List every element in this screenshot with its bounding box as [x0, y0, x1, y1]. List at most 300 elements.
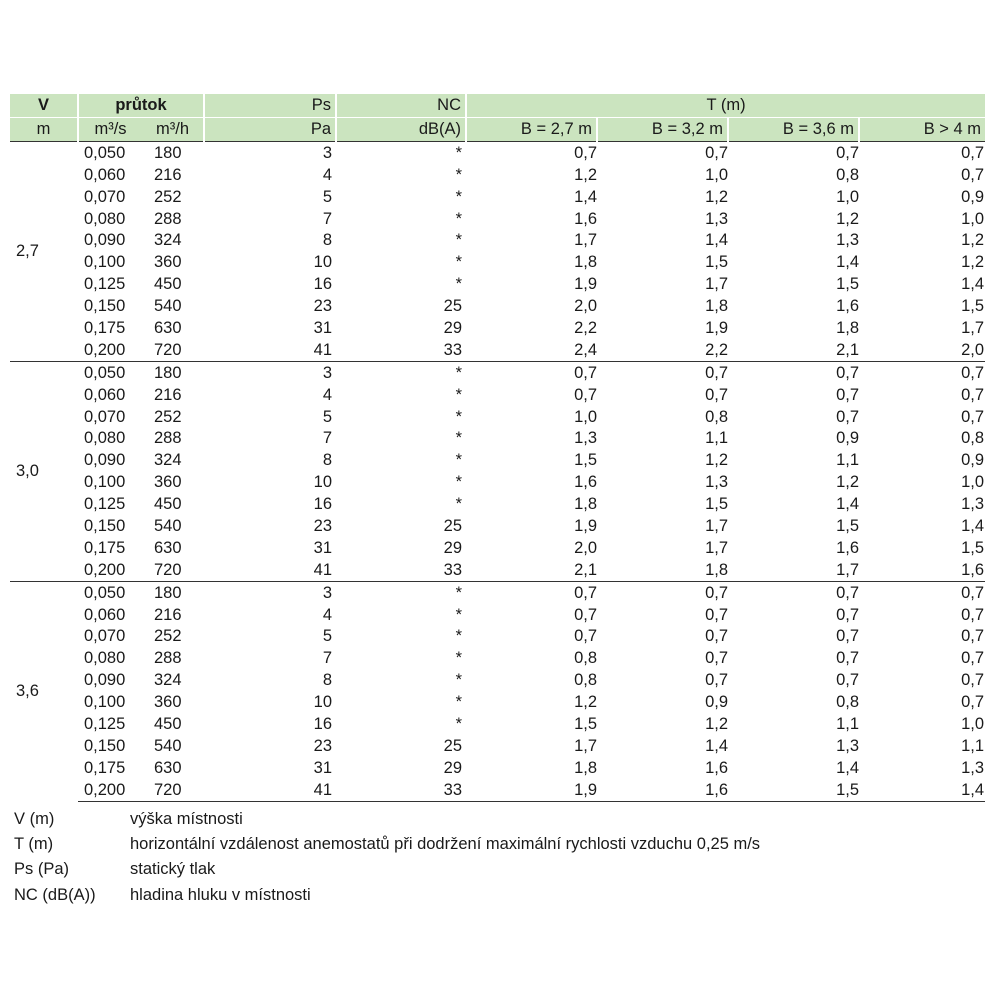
cell-ps: 4 — [322, 165, 332, 184]
legend-term: V (m) — [14, 809, 55, 828]
cell-m3s: 0,200 — [84, 560, 126, 579]
cell-m3s: 0,125 — [84, 495, 126, 514]
cell-t-b4: 1,3 — [961, 495, 985, 514]
cell-ps: 10 — [313, 253, 332, 272]
cell-m3s: 0,090 — [84, 231, 126, 250]
cell-t-b4: 1,5 — [961, 297, 985, 316]
table-row — [10, 251, 985, 273]
table-row — [10, 295, 985, 317]
cell-t-b27: 1,5 — [574, 715, 597, 734]
legend-term: Ps (Pa) — [14, 860, 70, 879]
legend-term: NC (dB(A)) — [14, 885, 96, 904]
cell-ps: 31 — [313, 758, 332, 777]
legend-item — [14, 806, 964, 831]
cell-ps: 3 — [204, 581, 336, 603]
cell-t-b27: 0,8 — [574, 671, 597, 690]
cell-m3s: 0,200 — [84, 340, 126, 359]
cell-t-b36: 0,7 — [728, 581, 859, 603]
cell-t-b32: 0,9 — [705, 693, 728, 712]
cell-t-b36: 0,7 — [836, 385, 859, 404]
cell-t-b4: 1,2 — [961, 231, 985, 250]
cell-t-b4: 1,1 — [961, 736, 985, 755]
cell-t-b36: 1,7 — [836, 560, 859, 579]
cell-t-b32: 1,7 — [705, 275, 728, 294]
cell-m3h: 324 — [154, 671, 182, 690]
cell-m3h: 252 — [154, 627, 182, 646]
cell-m3h: 450 — [154, 715, 182, 734]
cell-nc: * — [455, 385, 462, 404]
cell-m3h: 630 — [154, 319, 182, 338]
table-row — [10, 493, 985, 515]
cell-t-b36: 2,1 — [836, 340, 859, 359]
legend-body — [14, 806, 964, 907]
cell-nc: 33 — [443, 560, 462, 579]
cell-t-b4: 0,9 — [961, 187, 985, 206]
cell-t-b32: 1,4 — [705, 231, 728, 250]
cell-nc: * — [455, 715, 462, 734]
cell-t-b32: 0,7 — [705, 627, 728, 646]
cell-t-b32: 1,0 — [705, 165, 728, 184]
cell-t-b32: 0,8 — [705, 407, 728, 426]
cell-m3s: 0,175 — [84, 319, 126, 338]
cell-t-b32: 1,4 — [705, 736, 728, 755]
cell-ps: 5 — [322, 187, 332, 206]
cell-m3h: 288 — [154, 209, 182, 228]
table-row — [10, 317, 985, 339]
cell-m3h: 720 — [142, 779, 204, 801]
table-row — [10, 471, 985, 493]
cell-t-b32: 2,2 — [705, 340, 728, 359]
cell-t-b32: 1,5 — [705, 253, 728, 272]
table-row — [10, 428, 985, 450]
header-t: T (m) — [466, 94, 985, 118]
cell-m3s: 0,100 — [84, 253, 126, 272]
cell-nc: 25 — [443, 517, 462, 536]
cell-t-b36: 1,3 — [836, 231, 859, 250]
table-row — [10, 164, 985, 186]
cell-nc: * — [455, 693, 462, 712]
table-row — [10, 273, 985, 295]
cell-nc: * — [455, 605, 462, 624]
cell-t-b27: 2,0 — [574, 297, 597, 316]
table-row — [10, 581, 985, 603]
cell-m3s: 0,050 — [78, 581, 142, 603]
table-row — [10, 691, 985, 713]
cell-nc: * — [336, 361, 466, 383]
cell-t-b36: 1,0 — [836, 187, 859, 206]
cell-t-b27: 0,8 — [574, 649, 597, 668]
cell-nc: * — [455, 187, 462, 206]
cell-t-b32: 1,6 — [705, 758, 728, 777]
table-row — [10, 604, 985, 626]
cell-t-b27: 1,2 — [574, 165, 597, 184]
cell-t-b27: 1,6 — [574, 209, 597, 228]
cell-ps: 4 — [322, 385, 332, 404]
cell-t-b36: 0,8 — [836, 165, 859, 184]
cell-t-b27: 1,9 — [574, 275, 597, 294]
cell-t-b27: 0,7 — [466, 361, 597, 383]
cell-m3s: 0,100 — [84, 693, 126, 712]
cell-m3s: 0,125 — [84, 715, 126, 734]
cell-nc: * — [455, 209, 462, 228]
cell-t-b27: 1,8 — [574, 758, 597, 777]
cell-nc: * — [455, 451, 462, 470]
cell-nc: 29 — [443, 319, 462, 338]
cell-nc: * — [455, 473, 462, 492]
cell-m3s: 0,200 — [78, 779, 142, 801]
table-row — [10, 647, 985, 669]
cell-t-b32: 1,1 — [705, 429, 728, 448]
cell-ps: 5 — [322, 407, 332, 426]
cell-m3h: 180 — [142, 142, 204, 164]
cell-ps: 8 — [322, 671, 332, 690]
cell-m3h: 252 — [154, 407, 182, 426]
cell-m3h: 216 — [154, 165, 182, 184]
cell-t-b36: 1,1 — [836, 715, 859, 734]
cell-t-b32: 0,7 — [597, 142, 728, 164]
cell-t-b4: 0,7 — [961, 649, 985, 668]
cell-t-b32: 1,8 — [705, 560, 728, 579]
cell-t-b32: 0,7 — [705, 671, 728, 690]
cell-m3h: 216 — [154, 385, 182, 404]
cell-t-b4: 0,9 — [961, 451, 985, 470]
cell-nc: * — [336, 142, 466, 164]
cell-m3s: 0,125 — [84, 275, 126, 294]
cell-t-b36: 0,7 — [836, 649, 859, 668]
cell-nc: * — [455, 627, 462, 646]
cell-t-b32: 1,2 — [705, 451, 728, 470]
table-header — [10, 94, 985, 142]
cell-ps: 7 — [322, 649, 332, 668]
cell-m3h: 540 — [154, 517, 182, 536]
cell-t-b4: 0,7 — [859, 142, 985, 164]
cell-ps: 8 — [322, 231, 332, 250]
cell-t-b32: 1,2 — [705, 187, 728, 206]
cell-t-b27: 2,4 — [574, 340, 597, 359]
cell-m3h: 216 — [154, 605, 182, 624]
cell-ps: 41 — [313, 340, 332, 359]
cell-t-b4: 1,6 — [961, 560, 985, 579]
cell-nc: 29 — [443, 538, 462, 557]
header-row-units — [10, 118, 985, 142]
cell-t-b36: 1,4 — [836, 758, 859, 777]
cell-t-b32: 1,9 — [705, 319, 728, 338]
cell-t-b36: 0,7 — [728, 142, 859, 164]
table-row — [10, 339, 985, 361]
cell-t-b4: 1,0 — [961, 473, 985, 492]
header-unit-m3s: m³/s — [78, 118, 142, 142]
cell-m3h: 288 — [154, 649, 182, 668]
table-row — [10, 142, 985, 164]
cell-ps: 23 — [313, 736, 332, 755]
table-row — [10, 626, 985, 648]
cell-nc: 29 — [443, 758, 462, 777]
cell-nc: * — [336, 581, 466, 603]
cell-t-b4: 1,4 — [859, 779, 985, 801]
cell-nc: * — [455, 165, 462, 184]
cell-t-b4: 1,2 — [961, 253, 985, 272]
cell-t-b27: 1,9 — [574, 517, 597, 536]
cell-ps: 4 — [322, 605, 332, 624]
performance-table — [10, 94, 985, 802]
table-row — [10, 186, 985, 208]
cell-t-b36: 1,1 — [836, 451, 859, 470]
table-row — [10, 515, 985, 537]
cell-t-b4: 1,7 — [961, 319, 985, 338]
cell-m3s: 0,060 — [84, 605, 126, 624]
cell-ps: 23 — [313, 517, 332, 536]
cell-m3s: 0,050 — [78, 361, 142, 383]
cell-t-b27: 1,3 — [574, 429, 597, 448]
legend-item — [14, 882, 964, 907]
cell-t-b32: 1,7 — [705, 538, 728, 557]
cell-t-b27: 1,5 — [574, 451, 597, 470]
cell-ps: 8 — [322, 451, 332, 470]
cell-m3s: 0,090 — [84, 451, 126, 470]
cell-ps: 3 — [204, 361, 336, 383]
legend-term: T (m) — [14, 834, 54, 853]
cell-m3h: 252 — [154, 187, 182, 206]
cell-m3s: 0,150 — [84, 736, 126, 755]
cell-t-b27: 1,7 — [574, 231, 597, 250]
cell-nc: 33 — [443, 340, 462, 359]
cell-t-b36: 0,7 — [836, 605, 859, 624]
cell-m3s: 0,080 — [84, 209, 126, 228]
cell-nc: * — [455, 649, 462, 668]
cell-room-height: 3,6 — [10, 581, 78, 801]
table-body — [10, 142, 985, 802]
cell-t-b4: 0,7 — [961, 671, 985, 690]
cell-ps: 7 — [322, 429, 332, 448]
cell-ps: 31 — [313, 319, 332, 338]
cell-ps: 23 — [313, 297, 332, 316]
cell-t-b27: 0,7 — [466, 142, 597, 164]
header-v: V — [10, 94, 78, 118]
cell-t-b32: 1,7 — [705, 517, 728, 536]
header-ps: Ps — [204, 94, 336, 118]
cell-t-b27: 1,8 — [574, 253, 597, 272]
header-b1: B = 2,7 m — [466, 118, 597, 142]
cell-t-b32: 0,7 — [705, 649, 728, 668]
cell-nc: 25 — [443, 736, 462, 755]
cell-t-b32: 0,7 — [597, 361, 728, 383]
legend-item — [14, 831, 964, 856]
cell-m3h: 324 — [154, 231, 182, 250]
cell-ps: 31 — [313, 538, 332, 557]
header-unit-m3h: m³/h — [142, 118, 204, 142]
cell-m3s: 0,150 — [84, 517, 126, 536]
cell-t-b32: 0,7 — [597, 581, 728, 603]
cell-t-b36: 1,4 — [836, 495, 859, 514]
table-row — [10, 669, 985, 691]
cell-t-b4: 1,4 — [961, 275, 985, 294]
table-row — [10, 361, 985, 383]
cell-m3s: 0,100 — [84, 473, 126, 492]
cell-m3s: 0,050 — [78, 142, 142, 164]
header-b4: B > 4 m — [859, 118, 985, 142]
cell-room-height: 2,7 — [10, 142, 78, 362]
table-row — [10, 208, 985, 230]
cell-t-b27: 2,2 — [574, 319, 597, 338]
cell-ps: 10 — [313, 693, 332, 712]
cell-t-b32: 1,3 — [705, 209, 728, 228]
table-row — [10, 230, 985, 252]
cell-m3s: 0,090 — [84, 671, 126, 690]
cell-t-b36: 0,9 — [836, 429, 859, 448]
cell-m3h: 540 — [154, 736, 182, 755]
cell-t-b4: 1,0 — [961, 715, 985, 734]
legend-description: výška místnosti — [130, 809, 243, 828]
cell-t-b4: 1,4 — [961, 517, 985, 536]
cell-m3h: 450 — [154, 275, 182, 294]
cell-t-b4: 0,7 — [859, 361, 985, 383]
cell-t-b36: 1,2 — [836, 473, 859, 492]
cell-t-b27: 1,9 — [466, 779, 597, 801]
cell-nc: * — [455, 253, 462, 272]
cell-t-b4: 0,8 — [961, 429, 985, 448]
cell-t-b36: 0,8 — [836, 693, 859, 712]
cell-t-b4: 2,0 — [961, 340, 985, 359]
cell-t-b27: 1,7 — [574, 736, 597, 755]
cell-t-b36: 0,7 — [836, 627, 859, 646]
cell-nc: * — [455, 231, 462, 250]
table-row — [10, 384, 985, 406]
legend-description: horizontální vzdálenost anemostatů při dodržení maximální rychlosti vzduchu 0,25 m/s — [130, 834, 761, 853]
cell-t-b32: 0,7 — [705, 385, 728, 404]
cell-t-b36: 1,8 — [836, 319, 859, 338]
cell-m3s: 0,060 — [84, 165, 126, 184]
cell-t-b36: 0,7 — [728, 361, 859, 383]
legend-description: hladina hluku v místnosti — [130, 885, 311, 904]
header-unit-nc: dB(A) — [336, 118, 466, 142]
cell-t-b27: 1,0 — [574, 407, 597, 426]
cell-m3s: 0,080 — [84, 649, 126, 668]
cell-m3s: 0,070 — [84, 627, 126, 646]
cell-m3h: 180 — [142, 581, 204, 603]
cell-m3s: 0,175 — [84, 538, 126, 557]
cell-ps: 16 — [313, 275, 332, 294]
cell-t-b27: 2,0 — [574, 538, 597, 557]
cell-m3h: 180 — [142, 361, 204, 383]
cell-m3s: 0,175 — [84, 758, 126, 777]
cell-t-b36: 1,3 — [836, 736, 859, 755]
cell-ps: 41 — [313, 560, 332, 579]
cell-t-b27: 0,7 — [466, 581, 597, 603]
cell-m3s: 0,080 — [84, 429, 126, 448]
table-row — [10, 406, 985, 428]
cell-t-b4: 1,0 — [961, 209, 985, 228]
cell-t-b36: 1,5 — [728, 779, 859, 801]
legend — [14, 806, 964, 907]
cell-m3h: 720 — [154, 560, 182, 579]
cell-m3s: 0,060 — [84, 385, 126, 404]
cell-t-b27: 1,8 — [574, 495, 597, 514]
table-row — [10, 779, 985, 801]
cell-m3h: 360 — [154, 253, 182, 272]
cell-m3s: 0,070 — [84, 187, 126, 206]
cell-ps: 10 — [313, 473, 332, 492]
cell-t-b32: 1,5 — [705, 495, 728, 514]
cell-ps: 7 — [322, 209, 332, 228]
cell-t-b27: 1,6 — [574, 473, 597, 492]
cell-t-b32: 1,3 — [705, 473, 728, 492]
cell-m3h: 360 — [154, 693, 182, 712]
cell-t-b27: 0,7 — [574, 605, 597, 624]
table-row — [10, 537, 985, 559]
cell-m3h: 450 — [154, 495, 182, 514]
cell-nc: * — [455, 407, 462, 426]
cell-ps: 41 — [204, 779, 336, 801]
cell-t-b36: 1,2 — [836, 209, 859, 228]
cell-t-b32: 1,8 — [705, 297, 728, 316]
cell-nc: * — [455, 495, 462, 514]
cell-t-b36: 1,5 — [836, 275, 859, 294]
header-prutok: průtok — [78, 94, 204, 118]
cell-nc: * — [455, 275, 462, 294]
cell-t-b4: 0,7 — [859, 581, 985, 603]
cell-nc: * — [455, 671, 462, 690]
cell-t-b27: 1,4 — [574, 187, 597, 206]
header-b3: B = 3,6 m — [728, 118, 859, 142]
legend-description: statický tlak — [130, 860, 216, 879]
legend-item — [14, 857, 964, 882]
cell-nc: 25 — [443, 297, 462, 316]
cell-t-b27: 2,1 — [574, 560, 597, 579]
cell-nc: * — [455, 429, 462, 448]
header-unit-v: m — [10, 118, 78, 142]
table-row — [10, 757, 985, 779]
cell-t-b4: 0,7 — [961, 165, 985, 184]
header-nc: NC — [336, 94, 466, 118]
table-row — [10, 559, 985, 581]
table-row — [10, 449, 985, 471]
cell-t-b32: 1,6 — [597, 779, 728, 801]
cell-t-b27: 0,7 — [574, 627, 597, 646]
header-b2: B = 3,2 m — [597, 118, 728, 142]
cell-m3h: 630 — [154, 758, 182, 777]
cell-t-b4: 1,3 — [961, 758, 985, 777]
cell-t-b4: 0,7 — [961, 627, 985, 646]
cell-m3h: 720 — [154, 340, 182, 359]
header-unit-ps: Pa — [204, 118, 336, 142]
cell-ps: 5 — [322, 627, 332, 646]
cell-nc: 33 — [336, 779, 466, 801]
cell-m3h: 360 — [154, 473, 182, 492]
cell-m3h: 288 — [154, 429, 182, 448]
cell-t-b36: 0,7 — [836, 407, 859, 426]
table-row — [10, 735, 985, 757]
cell-m3h: 540 — [154, 297, 182, 316]
cell-t-b27: 1,2 — [574, 693, 597, 712]
cell-t-b4: 0,7 — [961, 693, 985, 712]
cell-m3s: 0,150 — [84, 297, 126, 316]
cell-t-b4: 0,7 — [961, 605, 985, 624]
cell-m3h: 630 — [154, 538, 182, 557]
table-row — [10, 713, 985, 735]
cell-t-b4: 1,5 — [961, 538, 985, 557]
cell-t-b32: 1,2 — [705, 715, 728, 734]
cell-t-b36: 1,4 — [836, 253, 859, 272]
cell-t-b27: 0,7 — [574, 385, 597, 404]
header-row-labels — [10, 94, 985, 118]
cell-t-b4: 0,7 — [961, 385, 985, 404]
cell-m3h: 324 — [154, 451, 182, 470]
cell-t-b36: 1,6 — [836, 538, 859, 557]
cell-t-b36: 1,6 — [836, 297, 859, 316]
cell-room-height: 3,0 — [10, 361, 78, 581]
cell-m3s: 0,070 — [84, 407, 126, 426]
cell-t-b36: 1,5 — [836, 517, 859, 536]
